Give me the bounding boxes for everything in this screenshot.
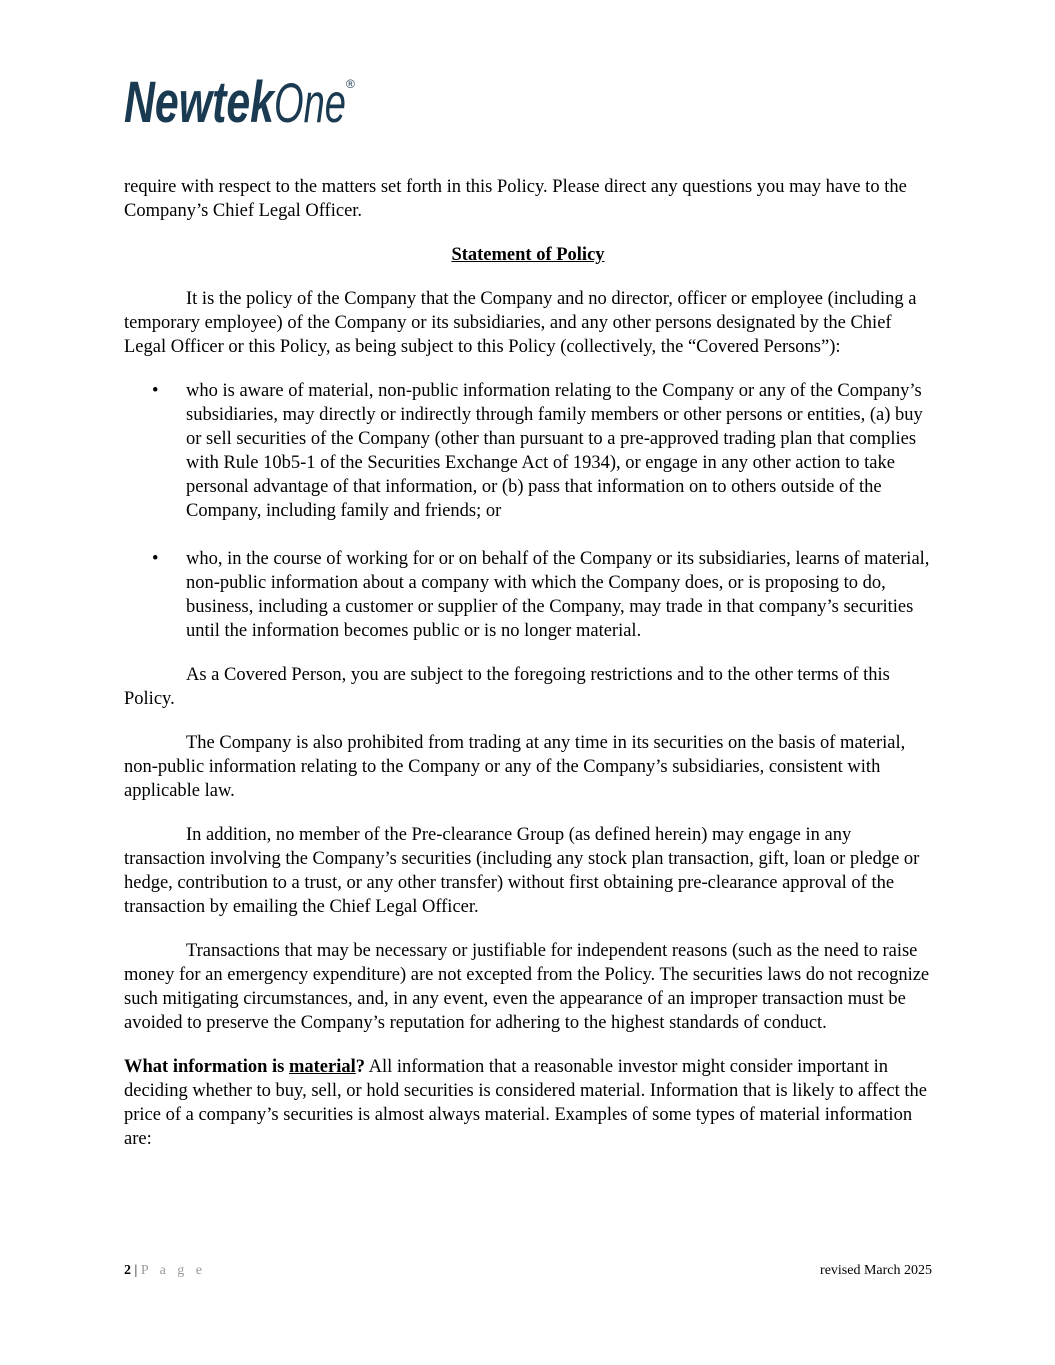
page-number: 2 [124, 1263, 131, 1278]
material-question-keyword: material [288, 1057, 356, 1077]
transactions-paragraph: Transactions that may be necessary or justifiable for independent reasons (such as the need to raise money for an emergency expenditure) are not excepted from the Policy. The securities laws do not recognize such mitigating circumstances, and, in any event, even the appearance of an improper transaction must be avoided to preserve the Company’s reputation for adhering to the highest standards of conduct. [124, 941, 930, 1033]
bullet-icon: • [152, 549, 159, 569]
material-question-mark: ? [355, 1057, 365, 1077]
material-question-prefix: What information is [124, 1057, 289, 1077]
logo-text-sub: One [274, 71, 346, 132]
logo-registered-mark: ® [346, 77, 355, 91]
document-body [124, 175, 932, 1171]
section-heading: Statement of Policy [451, 245, 605, 265]
list-item [124, 379, 932, 523]
preclearance-paragraph: In addition, no member of the Pre-clearance Group (as defined herein) may engage in any transaction involving the Company’s securities (including any stock plan transaction, gift, loan or pledge or hedge, contribution to a trust, or any other transfer) without first obtaining pre-clearance approval of the transaction by emailing the Chief Legal Officer. [124, 825, 920, 917]
policy-paragraph: It is the policy of the Company that the Company and no director, officer or employee (including a temporary employee) of the Company or its subsidiaries, and any other persons designated by the Chief Legal Officer or this Policy, as being subject to this Policy (collectively, the “Covered Persons”): [124, 289, 917, 357]
revision-date: revised March 2025 [820, 1263, 932, 1278]
page-label: P a g e [140, 1263, 207, 1278]
covered-person-paragraph: As a Covered Person, you are subject to the foregoing restrictions and to the other terms of this Policy. [124, 665, 890, 709]
list-item-text: who is aware of material, non-public information relating to the Company or any of the Company’s subsidiaries, may directly or indirectly through family members or other persons or entities, (a) buy or sell securities of the Company (other than pursuant to a pre-approved trading plan that complies with Rule 10b5-1 of the Securities Exchange Act of 1934), or engage in any other action to take personal advantage of that information, or (b) pass that information on to others outside of the Company, including family and friends; or [186, 381, 923, 521]
material-info-body: All information that a reasonable investor might consider important in deciding whether to buy, sell, or hold securities is considered material. Information that is likely to affect the price of a company’s securities is almost always material. Examples of some types of material information are: [124, 1057, 927, 1149]
logo-text-main: Newtek [124, 70, 277, 132]
bullet-icon: • [152, 381, 159, 401]
intro-paragraph: require with respect to the matters set forth in this Policy. Please direct any questions you may have to the Company’s Chief Legal Officer. [124, 177, 907, 221]
company-prohibited-paragraph: The Company is also prohibited from trading at any time in its securities on the basis of material, non-public information relating to the Company or any of the Company’s subsidiaries, consistent with applicable law. [124, 733, 906, 801]
page-indicator [124, 1263, 206, 1279]
newtekone-logo [124, 60, 364, 132]
material-info-paragraph [124, 1055, 932, 1151]
covered-persons-list [124, 379, 932, 643]
page-separator: | [131, 1263, 141, 1278]
list-item [124, 547, 932, 643]
list-item-text: who, in the course of working for or on behalf of the Company or its subsidiaries, learns of material, non-public information about a company with which the Company does, or is proposing to do, business, including a customer or supplier of the Company, may trade in that company’s securities until the information becomes public or is no longer material. [186, 549, 930, 641]
